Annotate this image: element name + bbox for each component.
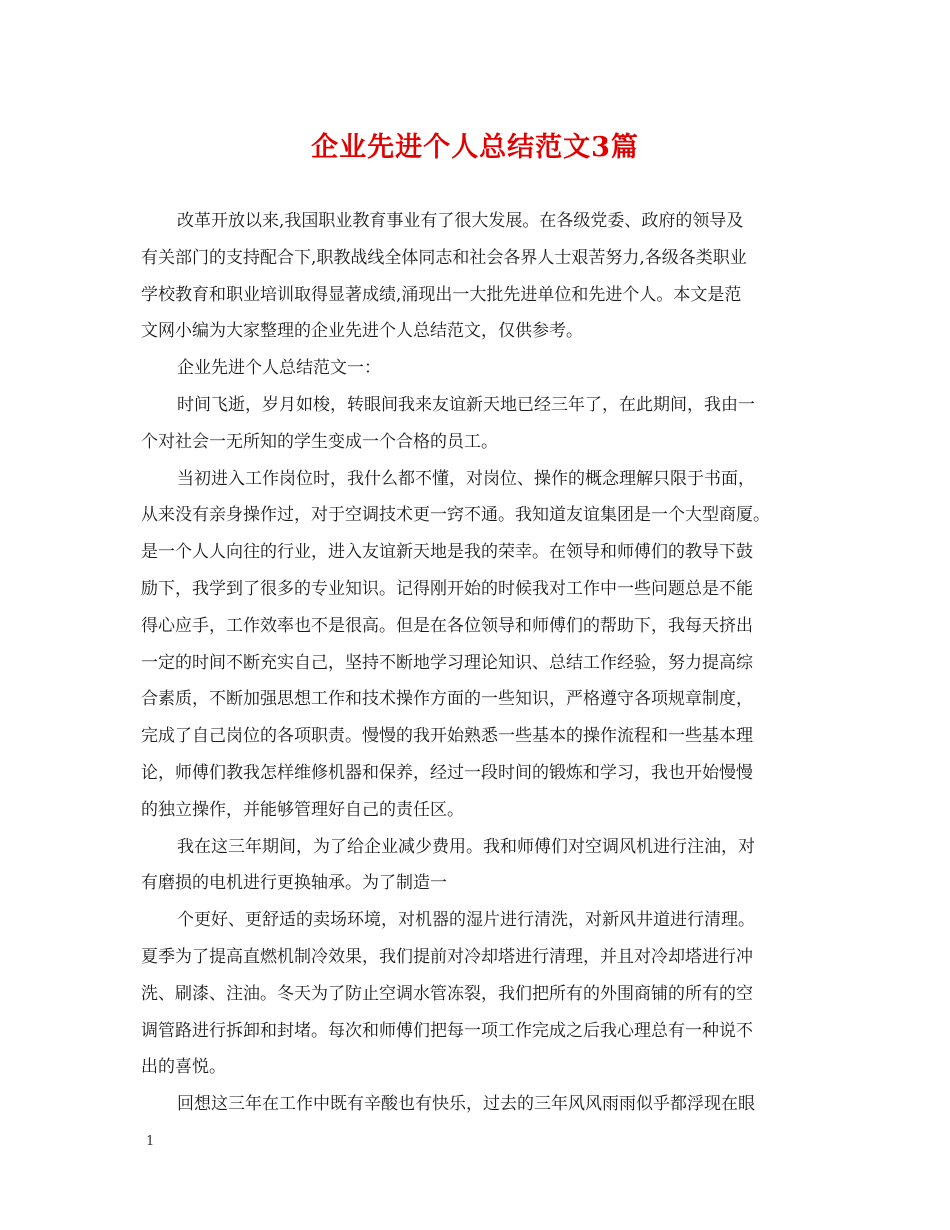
text-line: 调管路进行拆卸和封堵。每次和师傅们把每一项工作完成之后我心理总有一种说不 <box>141 1020 753 1041</box>
text-line: 一定的时间不断充实自己，坚持不断地学习理论知识、总结工作经验，努力提高综 <box>141 652 753 673</box>
text-line: 励下，我学到了很多的专业知识。记得刚开始的时候我对工作中一些问题总是不能 <box>141 578 753 599</box>
document-title: 企业先进个人总结范文3篇 <box>311 132 639 163</box>
text-line: 合素质，不断加强思想工作和技术操作方面的一些知识，严格遵守各项规章制度， <box>141 689 753 710</box>
text-line: 有磨损的电机进行更换轴承。为了制造一 <box>141 873 447 894</box>
text-line: 个对社会一无所知的学生变成一个合格的员工。 <box>141 431 498 452</box>
document-body <box>141 203 812 1123</box>
text-line: 洗、刷漆、注油。冬天为了防止空调水管冻裂，我们把所有的外围商铺的所有的空 <box>141 983 753 1004</box>
text-line: 得心应手，工作效率也不是很高。但是在各位领导和师傅们的帮助下，我每天挤出 <box>141 615 753 636</box>
text-line: 改革开放以来,我国职业教育事业有了很大发展。在各级党委、政府的领导及 <box>177 211 744 231</box>
text-line: 学校教育和职业培训取得显著成绩,涌现出一大批先进单位和先进个人。本文是范 <box>141 284 742 305</box>
text-line: 出的喜悦。 <box>141 1057 226 1078</box>
text-line: 当初进入工作岗位时，我什么都不懂，对岗位、操作的概念理解只限于书面， <box>177 468 755 489</box>
text-line: 文网小编为大家整理的企业先进个人总结范文，仅供参考。 <box>141 321 583 342</box>
page-number: 1 <box>146 1134 155 1149</box>
text-line: 个更好、更舒适的卖场环境，对机器的湿片进行清洗，对新风井道进行清理。 <box>177 910 755 931</box>
text-line: 有关部门的支持配合下,职教战线全体同志和社会各界人士艰苦努力,各级各类职业 <box>141 247 747 268</box>
text-line: 从来没有亲身操作过，对于空调技术更一窍不通。我知道友谊集团是一个大型商厦。 <box>141 505 770 526</box>
text-line: 我在这三年期间，为了给企业减少费用。我和师傅们对空调风机进行注油，对 <box>177 836 755 857</box>
text-line: 回想这三年在工作中既有辛酸也有快乐，过去的三年风风雨雨似乎都浮现在眼 <box>177 1094 755 1115</box>
text-line: 的独立操作，并能够管理好自己的责任区。 <box>141 799 464 820</box>
text-line: 完成了自己岗位的各项职责。慢慢的我开始熟悉一些基本的操作流程和一些基本理 <box>141 726 753 747</box>
text-line: 是一个人人向往的行业，进入友谊新天地是我的荣幸。在领导和师傅们的教导下鼓 <box>141 542 753 563</box>
text-line: 夏季为了提高直燃机制冷效果，我们提前对冷却塔进行清理，并且对冷却塔进行冲 <box>141 946 753 967</box>
text-line: 论，师傅们教我怎样维修机器和保养，经过一段时间的锻炼和学习，我也开始慢慢 <box>141 762 753 783</box>
text-line: 企业先进个人总结范文一： <box>177 358 381 379</box>
text-line: 时间飞逝，岁月如梭，转眼间我来友谊新天地已经三年了，在此期间，我由一 <box>177 394 755 415</box>
